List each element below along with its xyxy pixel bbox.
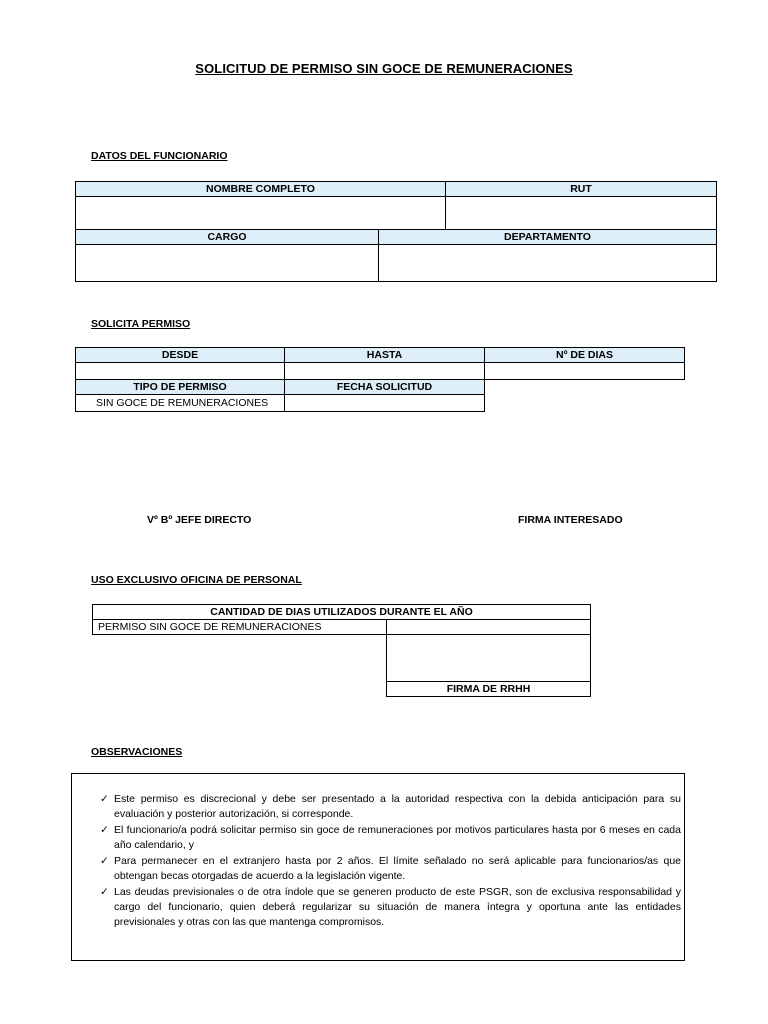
observacion-item xyxy=(100,823,681,853)
observacion-item xyxy=(100,792,681,822)
section-heading-observaciones: OBSERVACIONES xyxy=(91,746,183,758)
firma-jefe-label: Vº Bº JEFE DIRECTO xyxy=(147,514,252,526)
departamento-header: DEPARTAMENTO xyxy=(379,230,717,245)
observacion-item xyxy=(100,854,681,884)
section-heading-datos: DATOS DEL FUNCIONARIO xyxy=(91,150,228,162)
observacion-item xyxy=(100,885,681,930)
checkmark-icon: ✓ xyxy=(100,886,109,898)
observacion-text: El funcionario/a podrá solicitar permiso sin goce de remuneraciones por motivos particulares hasta por 6 meses en cada año calendario, y xyxy=(114,824,681,851)
observaciones-box xyxy=(71,773,685,961)
fecha-header: FECHA SOLICITUD xyxy=(285,380,485,395)
cargo-field[interactable] xyxy=(76,245,379,282)
fecha-field[interactable] xyxy=(285,395,485,412)
hasta-field[interactable] xyxy=(285,363,485,380)
section-heading-uso: USO EXCLUSIVO OFICINA DE PERSONAL xyxy=(91,574,302,586)
cargo-header: CARGO xyxy=(76,230,379,245)
datos-table-row1 xyxy=(75,181,717,230)
permiso-dias-field[interactable] xyxy=(387,620,591,635)
section-heading-solicita: SOLICITA PERMISO xyxy=(91,318,191,330)
permiso-label: PERMISO SIN GOCE DE REMUNERACIONES xyxy=(93,620,387,635)
cantidad-header: CANTIDAD DE DIAS UTILIZADOS DURANTE EL AÑO xyxy=(93,605,591,620)
checkmark-icon: ✓ xyxy=(100,855,109,867)
uso-table xyxy=(92,604,591,697)
dias-header: Nº DE DIAS xyxy=(485,348,685,363)
datos-table-row2 xyxy=(75,229,717,282)
departamento-field[interactable] xyxy=(379,245,717,282)
checkmark-icon: ✓ xyxy=(100,824,109,836)
nombre-header: NOMBRE COMPLETO xyxy=(76,182,446,197)
checkmark-icon: ✓ xyxy=(100,793,109,805)
firma-rrhh-label: FIRMA DE RRHH xyxy=(387,682,591,697)
solicita-table xyxy=(75,347,685,412)
rut-field[interactable] xyxy=(446,197,717,230)
observaciones-list xyxy=(100,792,681,931)
observacion-text: Las deudas previsionales o de otra índole que se generen producto de este PSGR, son de exclusiva responsabilidad y cargo del funcionario, quien deberá regularizar su situación de manera íntegra y oportuna ante las entidades previsionales y otras con las que mantenga compromisos. xyxy=(114,886,681,928)
firma-interesado-label: FIRMA INTERESADO xyxy=(518,514,623,526)
dias-field[interactable] xyxy=(485,363,685,380)
desde-field[interactable] xyxy=(76,363,285,380)
page-title: SOLICITUD DE PERMISO SIN GOCE DE REMUNERACIONES xyxy=(195,61,573,76)
firma-rrhh-field[interactable] xyxy=(387,635,591,682)
desde-header: DESDE xyxy=(76,348,285,363)
tipo-value: SIN GOCE DE REMUNERACIONES xyxy=(76,395,285,412)
observacion-text: Este permiso es discrecional y debe ser presentado a la autoridad respectiva con la debida anticipación para su evaluación y posterior autorización, si corresponde. xyxy=(114,793,681,820)
rut-header: RUT xyxy=(446,182,717,197)
nombre-field[interactable] xyxy=(76,197,446,230)
observacion-text: Para permanecer en el extranjero hasta por 2 años. El límite señalado no será aplicable para funcionarios/as que obtengan becas otorgadas de acuerdo a la legislación vigente. xyxy=(114,855,681,882)
tipo-header: TIPO DE PERMISO xyxy=(76,380,285,395)
hasta-header: HASTA xyxy=(285,348,485,363)
